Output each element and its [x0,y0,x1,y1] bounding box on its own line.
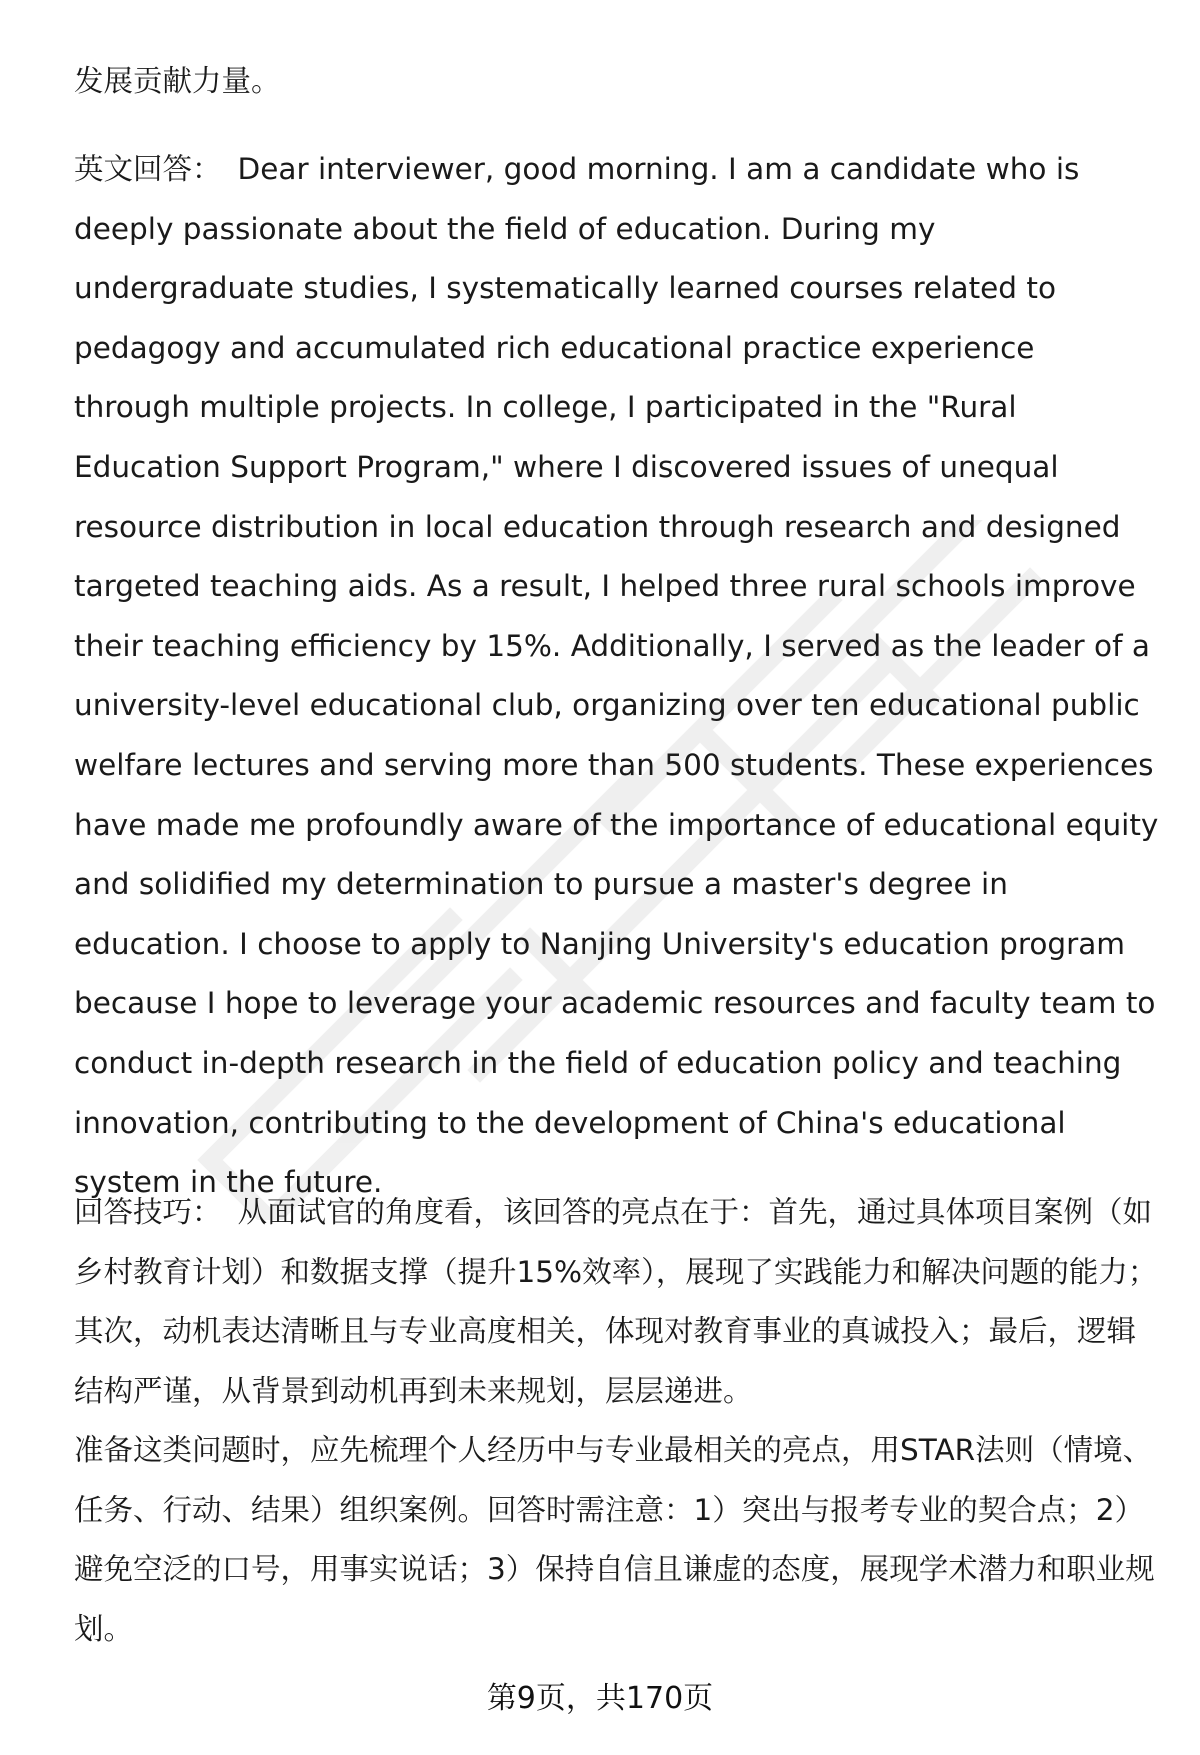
answer-tips-label: 回答技巧： [74,1195,222,1229]
carryover-paragraph: 发展贡献力量。 [74,64,281,98]
english-answer-text: Dear interviewer, good morning. I am a candidate who is deeply passionate about the field of education. During my undergraduate studies, I systematically learned courses related to pedagogy and accumulated rich educational practice experience through multiple projects. In college, I participated in the "Rural Education Support Program," where I discovered issues of unequal resource distribution in local education through research and designed targeted teaching aids. As a result, I helped three rural schools improve their teaching efficiency by 15%. Additionally, I served as the leader of a university-level educational club, organizing over ten educational public welfare lectures and serving more than 500 students. These experiences have made me profoundly aware of the importance of educational equity and solidified my determination to pursue a master's degree in education. I choose to apply to Nanjing University's education program because I hope to leverage your academic resources and faculty team to conduct in-depth research in the field of education policy and teaching innovation, contributing to the development of China's educational system in the future. [74,152,1159,1200]
page-number-footer: 第9页，共170页 [486,1681,714,1716]
english-answer-paragraph [74,140,1159,1213]
english-answer-label: 英文回答： [74,152,222,186]
answer-tips-text: 从面试官的角度看，该回答的亮点在于：首先，通过具体项目案例（如乡村教育计划）和数据支撑（提升15%效率），展现了实践能力和解决问题的能力；其次，动机表达清晰且与专业高度相关，体现对教育事业的真诚投入；最后，逻辑结构严谨，从背景到动机再到未来规划，层层递进。 [74,1195,1158,1408]
answer-tips-paragraph [74,1183,1159,1421]
preparation-note-paragraph: 准备这类问题时，应先梳理个人经历中与专业最相关的亮点，用STAR法则（情境、任务、行动、结果）组织案例。回答时需注意：1）突出与报考专业的契合点；2）避免空泛的口号，用事实说话；3）保持自信且谦虚的态度，展现学术潜力和职业规划。 [74,1433,1155,1646]
